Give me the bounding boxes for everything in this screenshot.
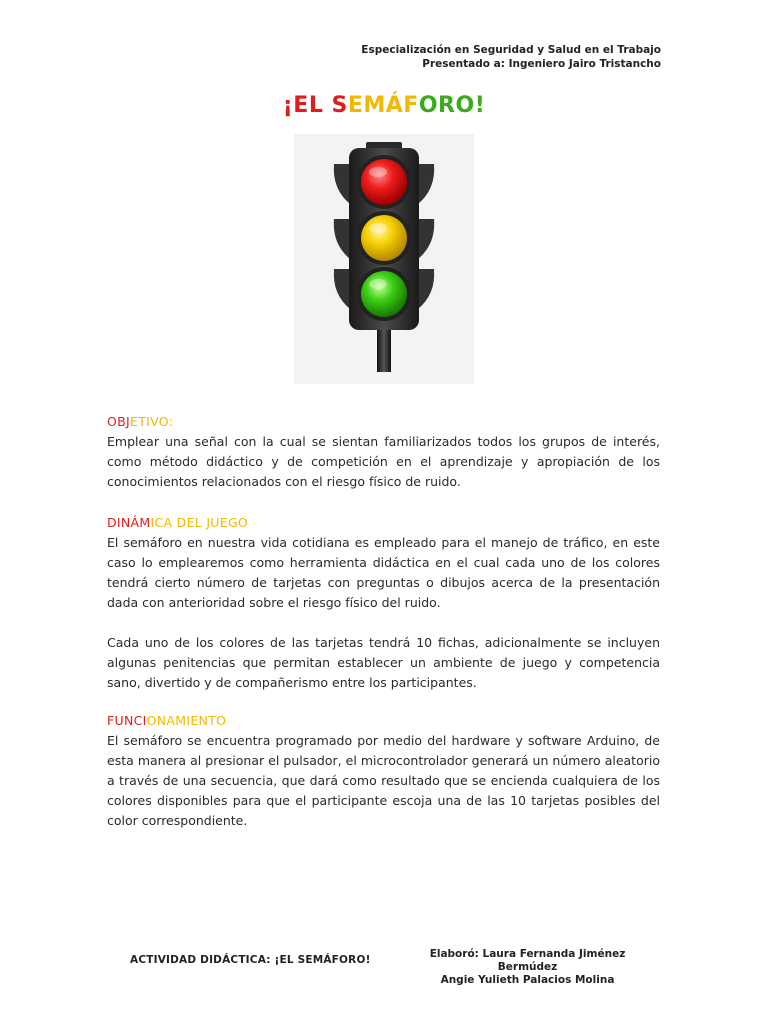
objetivo-text: Emplear una señal con la cual se sientan familiarizados todos los grupos de interés, como método didáctico y de competición en el aprendizaje y apropiación de los conocimientos relacionados con el riesgo físico de ruido. (107, 434, 660, 489)
yellow-light (361, 215, 407, 261)
dinamica-text: El semáforo en nuestra vida cotidiana es empleado para el manejo de tráfico, en este caso lo emplearemos como herramienta didáctica en el cual cada uno de los colores tendrá cierto número de tarjetas con preguntas o dibujos acerca de la presentación dada con anterioridad sobre el riesgo físico del ruido. (107, 535, 660, 610)
objetivo-heading-part-1: OBJ (107, 414, 131, 429)
section-objetivo (107, 412, 660, 492)
title-part-green: ORO! (418, 93, 486, 118)
funcionamiento-heading-part-1: FUNCI (107, 713, 147, 728)
objetivo-heading (107, 412, 660, 432)
objetivo-heading-part-3: VO: (150, 414, 174, 429)
objetivo-heading-part-2: ETI (130, 414, 151, 429)
funcionamiento-heading-part-2: ONAMIENTO (146, 713, 227, 728)
footer-authors (400, 948, 655, 987)
dinamica-heading-part-2: ICA DEL (150, 515, 207, 530)
section-dinamica-continued (107, 633, 660, 693)
section-funcionamiento (107, 711, 660, 831)
green-light (361, 271, 407, 317)
dinamica-text-2: Cada uno de los colores de las tarjetas tendrá 10 fichas, adicionalmente se incluyen algunas penitencias que permitan establecer un ambiente de juego y competencia sano, divertido y de compañerismo entre los participantes. (107, 635, 660, 690)
header-presented-to: Presentado a: Ingeniero Jairo Tristancho (422, 58, 661, 70)
footer-activity-label: ACTIVIDAD DIDÁCTICA: ¡EL SEMÁFORO! (130, 954, 371, 966)
document-header (161, 43, 661, 71)
dinamica-heading-part-3: JUEGO (206, 515, 249, 530)
red-light (361, 159, 407, 205)
traffic-light-icon (294, 134, 474, 384)
header-specialization: Especialización en Seguridad y Salud en el Trabajo (361, 44, 661, 56)
title-part-yellow: EMÁF (347, 93, 419, 118)
title-part-red: ¡EL S (282, 93, 348, 118)
page-title (0, 93, 768, 118)
footer-author-1: Elaboró: Laura Fernanda Jiménez Bermúdez (429, 948, 626, 973)
funcionamiento-text: El semáforo se encuentra programado por medio del hardware y software Arduino, de esta manera al presionar el pulsador, el microcontrolador generará un número aleatorio a través de una secuencia, que dará como resultado que se encienda cualquiera de los colores disponibles para que el participante escoja una de las 10 tarjetas posibles del color correspondiente. (107, 733, 660, 828)
funcionamiento-heading (107, 711, 660, 731)
section-dinamica (107, 513, 660, 613)
dinamica-heading-part-1: DINÁM (107, 515, 151, 530)
footer-author-2: Angie Yulieth Palacios Molina (440, 974, 615, 986)
dinamica-heading (107, 513, 660, 533)
traffic-light-image (294, 134, 474, 384)
